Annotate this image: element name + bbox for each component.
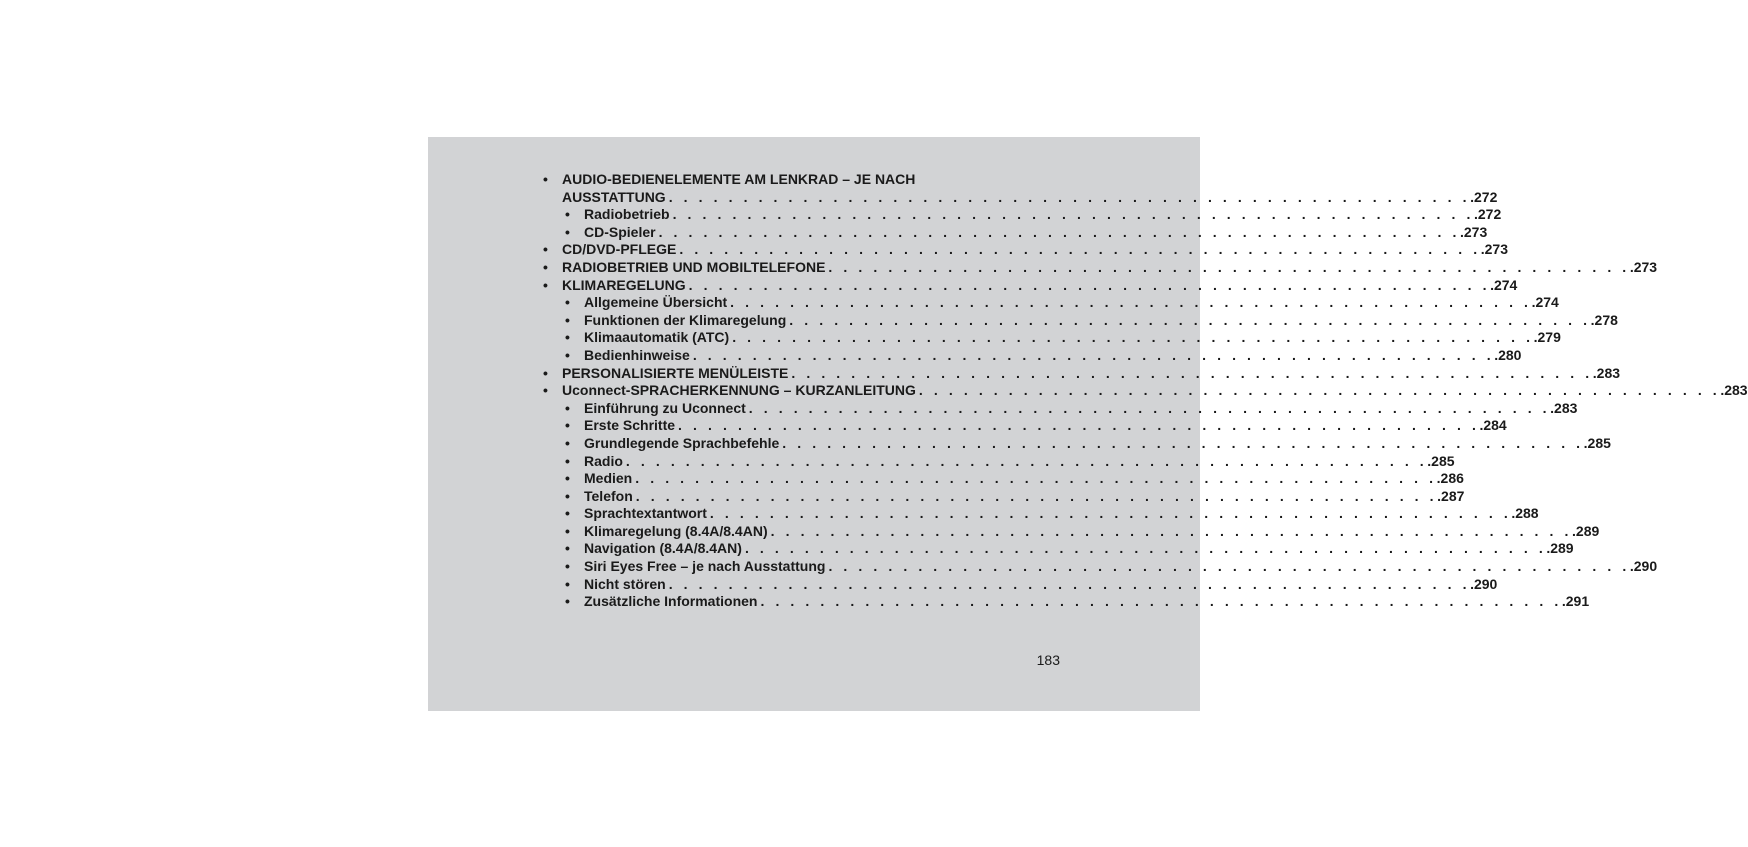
toc-entry — [543, 329, 1561, 347]
dot-leader: . . . . . . . . . . . . . . . . . . . . . . . . . . . . . . . . . . . . . . . . . . . . . . . . . . . . . . — [688, 276, 1491, 293]
bullet-icon: • — [565, 294, 570, 311]
bullet-icon: • — [543, 382, 548, 399]
toc-entry-title: Siri Eyes Free – je nach Ausstattung — [584, 558, 826, 575]
toc-entry-title: Grundlegende Sprachbefehle — [584, 434, 780, 451]
bullet-icon: • — [565, 558, 570, 575]
toc-entry-page: .283 — [1550, 399, 1578, 416]
toc-entry-line — [584, 294, 1559, 312]
dot-leader: . . . . . . . . . . . . . . . . . . . . . . . . . . . . . . . . . . . . . . . . . . . . . . . . . . . . . . — [635, 470, 1437, 487]
toc-entry-title: Telefon — [584, 487, 633, 504]
toc-entry-page: .289 — [1546, 540, 1574, 557]
bullet-icon: • — [565, 505, 570, 522]
toc-entry-line — [562, 188, 1498, 207]
page-number: 183 — [1036, 652, 1060, 668]
toc-entry — [543, 364, 1621, 383]
dot-leader: . . . . . . . . . . . . . . . . . . . . . . . . . . . . . . . . . . . . . . . . . . . . . . . . . . . . . . — [678, 417, 1480, 434]
toc-entry-page: .291 — [1561, 593, 1590, 610]
dot-leader: . . . . . . . . . . . . . . . . . . . . . . . . . . . . . . . . . . . . . . . . . . . . . . . . . . . . . . — [782, 434, 1584, 451]
toc-entry — [543, 382, 1748, 400]
toc-entry-line — [584, 470, 1464, 488]
dot-leader: . . . . . . . . . . . . . . . . . . . . . . . . . . . . . . . . . . . . . . . . . . . . . . . . . . . . . . — [679, 241, 1481, 258]
toc-entry-title: Erste Schritte — [584, 417, 676, 434]
bullet-icon: • — [543, 258, 548, 275]
dot-leader: . . . . . . . . . . . . . . . . . . . . . . . . . . . . . . . . . . . . . . . . . . . . . . . . . . . . . . — [918, 382, 1721, 399]
toc-entry-line — [584, 505, 1539, 523]
toc-entry-title: Radiobetrieb — [584, 206, 670, 223]
toc-entry — [543, 522, 1600, 541]
bullet-icon: • — [565, 223, 570, 240]
toc-entry-page: .279 — [1533, 329, 1561, 346]
toc-entry-title: CD-Spieler — [584, 223, 656, 240]
toc-entry-line — [584, 223, 1488, 242]
toc-entry — [543, 575, 1498, 594]
toc-entry-page: .284 — [1479, 417, 1507, 434]
toc-entry-line — [562, 241, 1508, 259]
toc-entry-title: Funktionen der Klimaregelung — [584, 311, 787, 328]
dot-leader: . . . . . . . . . . . . . . . . . . . . . . . . . . . . . . . . . . . . . . . . . . . . . . . . . . . . . . — [658, 223, 1460, 240]
dot-leader: . . . . . . . . . . . . . . . . . . . . . . . . . . . . . . . . . . . . . . . . . . . . . . . . . . . . . . — [732, 329, 1534, 346]
toc-entry-line — [584, 540, 1574, 558]
toc-entry — [543, 346, 1522, 365]
toc-entry-title: PERSONALISIERTE MENÜLEISTE — [562, 364, 789, 381]
bullet-icon: • — [565, 593, 570, 610]
toc-entry — [543, 417, 1507, 435]
toc-entry-line — [562, 258, 1658, 277]
toc-entry — [543, 188, 1498, 207]
toc-entry-page: .285 — [1427, 452, 1455, 469]
dot-leader: . . . . . . . . . . . . . . . . . . . . . . . . . . . . . . . . . . . . . . . . . . . . . . . . . . . . . . — [668, 575, 1471, 592]
toc-entry — [543, 258, 1658, 277]
toc-entry — [543, 434, 1611, 453]
bullet-icon: • — [565, 470, 570, 487]
toc-entry-line — [584, 417, 1507, 435]
toc-entry-line — [562, 171, 918, 189]
toc-entry-page: .283 — [1720, 382, 1748, 399]
toc-entry-page: .280 — [1494, 346, 1522, 363]
dot-leader: . . . . . . . . . . . . . . . . . . . . . . . . . . . . . . . . . . . . . . . . . . . . . . . . . . . . . . — [668, 188, 1471, 205]
toc-entry-title: Einführung zu Uconnect — [584, 399, 746, 416]
dot-leader: . . . . . . . . . . . . . . . . . . . . . . . . . . . . . . . . . . . . . . . . . . . . . . . . . . . . . . — [730, 294, 1532, 311]
toc-entry-line — [584, 434, 1611, 453]
toc-entry-title: Nicht stören — [584, 575, 666, 592]
toc-entry-line — [584, 452, 1455, 471]
bullet-icon: • — [565, 417, 570, 434]
toc-entry-title: Medien — [584, 470, 633, 487]
toc-entry-line — [584, 399, 1578, 418]
toc-entry — [543, 505, 1539, 523]
toc-entry-page: .278 — [1590, 311, 1618, 328]
toc-entry-line — [584, 311, 1618, 330]
toc-entry-title: Navigation (8.4A/8.4AN) — [584, 540, 742, 557]
toc-entry — [543, 540, 1574, 558]
toc-entry-title: Bedienhinweise — [584, 346, 690, 363]
bullet-icon: • — [565, 522, 570, 539]
toc-entry-line — [584, 487, 1465, 506]
table-of-contents — [543, 171, 1748, 611]
toc-entry-title: Allgemeine Übersicht — [584, 294, 728, 311]
toc-entry-line — [584, 593, 1590, 611]
toc-entry-page: .272 — [1470, 188, 1498, 205]
dot-leader: . . . . . . . . . . . . . . . . . . . . . . . . . . . . . . . . . . . . . . . . . . . . . . . . . . . . . . — [748, 399, 1551, 416]
toc-entry — [543, 558, 1658, 576]
toc-entry-title: AUDIO-BEDIENELEMENTE AM LENKRAD – JE NACH — [562, 171, 916, 187]
toc-entry — [543, 223, 1488, 242]
toc-entry — [543, 241, 1508, 259]
toc-entry-title: Zusätzliche Informationen — [584, 593, 758, 610]
bullet-icon: • — [565, 399, 570, 416]
toc-entry-title: RADIOBETRIEB UND MOBILTELEFONE — [562, 258, 826, 275]
toc-entry-line — [584, 329, 1561, 347]
toc-entry — [543, 171, 1060, 189]
toc-entry-page: .290 — [1629, 558, 1658, 575]
dot-leader: . . . . . . . . . . . . . . . . . . . . . . . . . . . . . . . . . . . . . . . . . . . . . . . . . . . . . . — [770, 522, 1573, 539]
toc-entry-page: .273 — [1480, 241, 1508, 258]
toc-entry-page: .283 — [1592, 364, 1621, 381]
toc-entry — [543, 311, 1618, 330]
toc-entry — [543, 294, 1559, 312]
bullet-icon: • — [565, 329, 570, 346]
toc-entry — [543, 206, 1502, 224]
toc-entry — [543, 399, 1578, 418]
bullet-icon: • — [565, 452, 570, 469]
bullet-icon: • — [565, 434, 570, 451]
toc-entry — [543, 593, 1590, 611]
toc-entry-page: .290 — [1470, 575, 1498, 592]
toc-entry-line — [584, 522, 1600, 541]
dot-leader: . . . . . . . . . . . . . . . . . . . . . . . . . . . . . . . . . . . . . . . . . . . . . . . . . . . . . . — [672, 206, 1474, 223]
toc-entry-page: .272 — [1473, 206, 1502, 223]
bullet-icon: • — [543, 364, 548, 381]
toc-entry-title: Radio — [584, 452, 623, 469]
toc-entry-page: .273 — [1629, 258, 1658, 275]
bullet-icon: • — [543, 241, 548, 258]
toc-entry-page: .274 — [1490, 276, 1518, 293]
dot-leader: . . . . . . . . . . . . . . . . . . . . . . . . . . . . . . . . . . . . . . . . . . . . . . . . . . . . . . — [692, 346, 1495, 363]
toc-entry-page: .274 — [1531, 294, 1559, 311]
toc-entry-line — [584, 558, 1658, 576]
dot-leader: . . . . . . . . . . . . . . . . . . . . . . . . . . . . . . . . . . . . . . . . . . . . . . . . . . . . . . — [709, 505, 1512, 522]
toc-entry-title: Sprachtextantwort — [584, 505, 707, 522]
toc-entry-line — [584, 575, 1498, 594]
toc-entry — [543, 470, 1464, 488]
toc-entry-page: .287 — [1437, 487, 1465, 504]
toc-entry-page: .286 — [1436, 470, 1464, 487]
bullet-icon: • — [565, 540, 570, 557]
toc-entry-page: .288 — [1511, 505, 1539, 522]
dot-leader: . . . . . . . . . . . . . . . . . . . . . . . . . . . . . . . . . . . . . . . . . . . . . . . . . . . . . . — [760, 593, 1562, 610]
bullet-icon: • — [565, 487, 570, 504]
toc-entry-page: .273 — [1459, 223, 1488, 240]
toc-entry-title: KLIMAREGELUNG — [562, 276, 686, 293]
toc-entry-title: Uconnect-SPRACHERKENNUNG – KURZANLEITUNG — [562, 382, 916, 399]
toc-entry-title: Klimaregelung (8.4A/8.4AN) — [584, 522, 768, 539]
bullet-icon: • — [565, 346, 570, 363]
dot-leader: . . . . . . . . . . . . . . . . . . . . . . . . . . . . . . . . . . . . . . . . . . . . . . . . . . . . . . — [625, 452, 1428, 469]
bullet-icon: • — [543, 276, 548, 293]
toc-entry-page: .285 — [1583, 434, 1611, 451]
bullet-icon: • — [543, 171, 548, 187]
toc-entry-title: CD/DVD-PFLEGE — [562, 241, 677, 258]
bullet-icon: • — [565, 311, 570, 328]
dot-leader: . . . . . . . . . . . . . . . . . . . . . . . . . . . . . . . . . . . . . . . . . . . . . . . . . . . . . . — [744, 540, 1547, 557]
toc-entry-title: Klimaautomatik (ATC) — [584, 329, 730, 346]
dot-leader: . . . . . . . . . . . . . . . . . . . . . . . . . . . . . . . . . . . . . . . . . . . . . . . . . . . . . . — [789, 311, 1591, 328]
dot-leader: . . . . . . . . . . . . . . . . . . . . . . . . . . . . . . . . . . . . . . . . . . . . . . . . . . . . . . — [635, 487, 1438, 504]
toc-entry-line — [584, 206, 1502, 224]
toc-entry-title: AUSSTATTUNG — [562, 188, 666, 205]
dot-leader: . . . . . . . . . . . . . . . . . . . . . . . . . . . . . . . . . . . . . . . . . . . . . . . . . . . . . . — [828, 258, 1630, 275]
dot-leader: . . . . . . . . . . . . . . . . . . . . . . . . . . . . . . . . . . . . . . . . . . . . . . . . . . . . . . — [828, 558, 1630, 575]
toc-entry-line — [562, 364, 1621, 383]
toc-entry-line — [562, 276, 1518, 295]
bullet-icon: • — [565, 575, 570, 592]
toc-entry — [543, 276, 1518, 295]
bullet-icon: • — [565, 206, 570, 223]
toc-entry-page: .289 — [1572, 522, 1600, 539]
toc-entry-line — [562, 382, 1748, 400]
toc-entry-line — [584, 346, 1522, 365]
toc-entry — [543, 487, 1465, 506]
dot-leader: . . . . . . . . . . . . . . . . . . . . . . . . . . . . . . . . . . . . . . . . . . . . . . . . . . . . . . — [791, 364, 1593, 381]
toc-entry — [543, 452, 1455, 471]
